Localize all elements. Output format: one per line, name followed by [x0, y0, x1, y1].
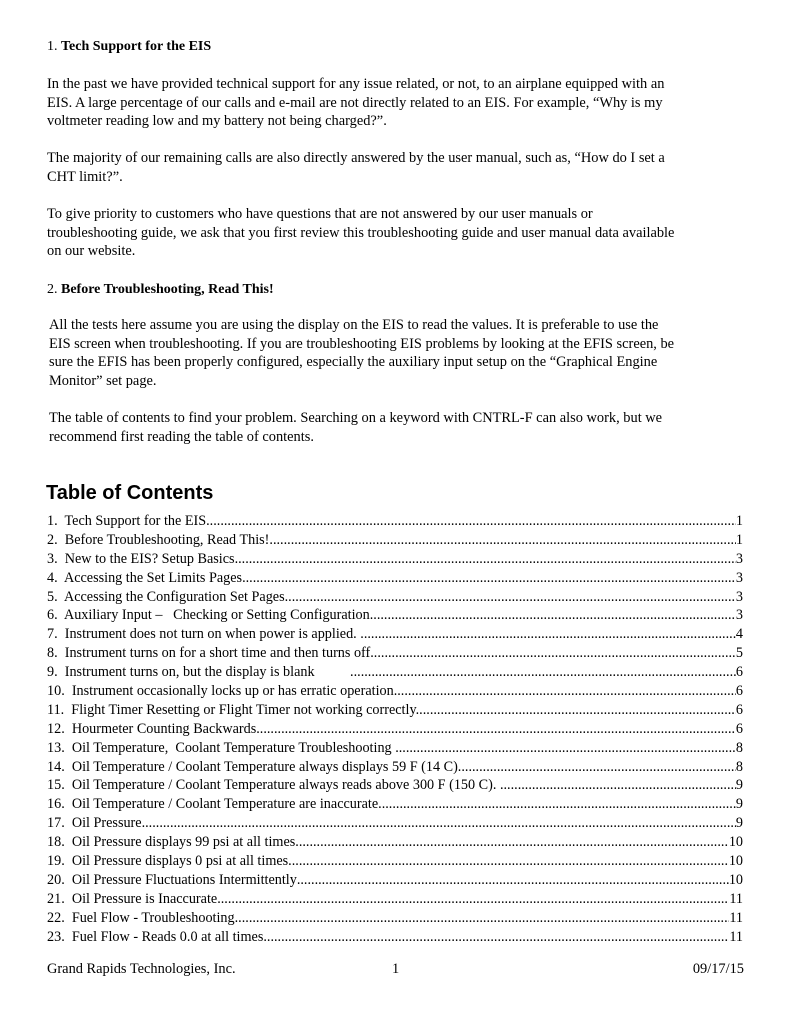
- section-1-heading: [47, 38, 211, 56]
- toc-dot-leader: [500, 776, 736, 795]
- toc-entry-title: 2. Before Troubleshooting, Read This!: [47, 531, 270, 548]
- toc-entry[interactable]: [47, 720, 743, 739]
- toc-dot-leader: [242, 569, 736, 588]
- section-2-number: 2.: [47, 282, 58, 297]
- text-line: Monitor” set page.: [49, 373, 157, 390]
- toc-entry[interactable]: [47, 550, 743, 569]
- text-line: EIS screen when troubleshooting. If you are troubleshooting EIS problems by looking at the EFIS screen, be: [49, 335, 675, 352]
- footer-company: Grand Rapids Technologies, Inc.: [47, 961, 236, 977]
- toc-entry-page: 11: [729, 928, 743, 945]
- toc-dot-leader: [395, 739, 736, 758]
- toc-entry-page: 10: [728, 853, 743, 870]
- toc-entry[interactable]: [47, 682, 743, 701]
- toc-entry-title: 1. Tech Support for the EIS: [47, 513, 207, 529]
- toc-entry-title: 12. Hourmeter Counting Backwards: [47, 720, 257, 737]
- section-2-heading: [47, 281, 274, 299]
- toc-entry-title: 21. Oil Pressure is Inaccurate: [47, 890, 218, 907]
- toc-dot-leader: [285, 588, 736, 607]
- toc-entry-page: 6: [735, 720, 743, 737]
- text-line: CHT limit?”.: [47, 168, 123, 185]
- toc-entry[interactable]: [47, 871, 743, 890]
- toc-entry[interactable]: [47, 569, 743, 588]
- text-line: In the past we have provided technical support for any issue related, or not, to an airplane equipped with an: [47, 76, 665, 92]
- toc-dot-leader: [235, 909, 730, 928]
- toc-dot-leader: [256, 720, 736, 739]
- toc-entry-title: 22. Fuel Flow - Troubleshooting: [47, 909, 235, 926]
- toc-entry-title: 15. Oil Temperature / Coolant Temperature always reads above 300 F (150 C).: [47, 777, 500, 794]
- section-2-paragraph-2: [49, 409, 749, 446]
- toc-entry-page: 6: [735, 664, 743, 681]
- toc-entry[interactable]: [47, 909, 743, 928]
- toc-entry-page: 3: [735, 550, 743, 567]
- text-line: recommend first reading the table of contents.: [49, 428, 314, 445]
- section-1-paragraph-2: [47, 149, 747, 186]
- toc-dot-leader: [461, 758, 736, 777]
- toc-entry-page: 5: [735, 645, 743, 662]
- toc-entry[interactable]: [47, 625, 743, 644]
- toc-entry-title: 6. Auxiliary Input – Checking or Setting Configuration: [47, 607, 370, 624]
- toc-entry[interactable]: [47, 852, 743, 871]
- toc-entry[interactable]: [47, 890, 743, 909]
- toc-entry-page: 6: [735, 683, 743, 700]
- toc-entry[interactable]: [47, 758, 743, 777]
- toc-entry[interactable]: [47, 588, 743, 607]
- toc-entry-page: 9: [735, 777, 743, 794]
- toc-entry-page: 4: [735, 626, 743, 643]
- toc-entry[interactable]: [47, 644, 743, 663]
- text-line: The table of contents to find your problem. Searching on a keyword with CNTRL-F can also work, but we: [49, 410, 663, 426]
- toc-dot-leader: [360, 625, 736, 644]
- toc-entry[interactable]: [47, 776, 743, 795]
- section-2-paragraph-1: [49, 316, 749, 391]
- toc-entry-page: 3: [735, 607, 743, 624]
- toc-dot-leader: [288, 852, 729, 871]
- toc-entry-page: 1: [735, 513, 743, 529]
- toc-dot-leader: [206, 512, 736, 531]
- toc-entry[interactable]: [47, 512, 743, 531]
- toc-entry-title: 16. Oil Temperature / Coolant Temperature are inaccurate.: [47, 796, 382, 813]
- toc-entry[interactable]: [47, 531, 743, 550]
- toc-entry-page: 9: [735, 815, 743, 832]
- toc-entry-title: 3. New to the EIS? Setup Basics: [47, 550, 235, 567]
- toc-dot-leader: [269, 531, 736, 550]
- toc-dot-leader: [370, 606, 736, 625]
- toc-entry-title: 18. Oil Pressure displays 99 psi at all times: [47, 834, 296, 851]
- section-1-number: 1.: [47, 39, 58, 54]
- toc-dot-leader: [142, 814, 736, 833]
- toc-entry-page: 6: [735, 701, 743, 718]
- toc-entry-page: 3: [735, 569, 743, 586]
- toc-dot-leader: [267, 928, 729, 947]
- toc-dot-leader: [235, 550, 736, 569]
- toc-dot-leader: [350, 663, 736, 682]
- toc-dot-leader: [419, 701, 736, 720]
- toc-entry-page: 3: [735, 588, 743, 605]
- toc-entry-title: 23. Fuel Flow - Reads 0.0 at all times.: [47, 928, 267, 945]
- footer-page-number: 1: [392, 961, 400, 977]
- toc-entry-title: 8. Instrument turns on for a short time and then turns off.: [47, 645, 374, 662]
- section-2-title: Before Troubleshooting, Read This!: [61, 282, 274, 297]
- toc-entry-title: 19. Oil Pressure displays 0 psi at all times: [47, 853, 289, 870]
- toc-entry[interactable]: [47, 663, 743, 682]
- toc-entry-page: 11: [729, 890, 743, 907]
- toc-entry-page: 10: [728, 834, 743, 851]
- text-line: voltmeter reading low and my battery not being charged?”.: [47, 113, 387, 130]
- toc-entry-title: 9. Instrument turns on, but the display is blank: [47, 664, 351, 681]
- toc-dot-leader: [394, 682, 736, 701]
- toc-entry-title: 20. Oil Pressure Fluctuations Intermittently: [47, 871, 297, 888]
- toc-title: Table of Contents: [46, 482, 214, 504]
- toc-entry-page: 8: [735, 758, 743, 775]
- toc-entry-title: 10. Instrument occasionally locks up or has erratic operation: [47, 683, 394, 700]
- footer-date: 09/17/15: [692, 961, 744, 977]
- toc-entry[interactable]: [47, 701, 743, 720]
- section-1-title: Tech Support for the EIS: [61, 39, 212, 54]
- toc-entry[interactable]: [47, 814, 743, 833]
- section-1-paragraph-1: [47, 75, 747, 131]
- text-line: EIS. A large percentage of our calls and e-mail are not directly related to an EIS. For example, “Why is my: [47, 94, 663, 111]
- toc-entry-page: 1: [735, 531, 743, 548]
- toc-entry-title: 11. Flight Timer Resetting or Flight Timer not working correctly.: [47, 701, 420, 718]
- text-line: To give priority to customers who have questions that are not answered by our user manuals or: [47, 206, 593, 222]
- text-line: All the tests here assume you are using the display on the EIS to read the values. It is preferable to use the: [49, 317, 659, 333]
- toc-dot-leader: [217, 890, 729, 909]
- text-line: sure the EFIS has been properly configured, especially the auxiliary input setup on the “Graphical Engine: [49, 354, 658, 371]
- section-1-paragraph-3: [47, 205, 747, 261]
- toc-entry-title: 4. Accessing the Set Limits Pages: [47, 569, 243, 586]
- toc-entry[interactable]: [47, 739, 743, 758]
- toc-entry-title: 17. Oil Pressure: [47, 815, 142, 832]
- toc-dot-leader: [297, 871, 729, 890]
- toc-list: [47, 512, 743, 946]
- toc-entry-title: 5. Accessing the Configuration Set Pages: [47, 588, 285, 605]
- text-line: on our website.: [47, 243, 136, 260]
- toc-entry-page: 9: [735, 796, 743, 813]
- toc-dot-leader: [382, 795, 736, 814]
- toc-entry-title: 13. Oil Temperature, Coolant Temperature Troubleshooting: [47, 739, 396, 756]
- toc-entry-title: 14. Oil Temperature / Coolant Temperature always displays 59 F (14 C).: [47, 758, 462, 775]
- toc-dot-leader: [295, 833, 729, 852]
- toc-entry[interactable]: [47, 928, 743, 947]
- toc-dot-leader: [374, 644, 736, 663]
- toc-entry[interactable]: [47, 606, 743, 625]
- toc-entry-page: 10: [728, 871, 743, 888]
- toc-entry-title: 7. Instrument does not turn on when power is applied.: [47, 626, 361, 643]
- text-line: The majority of our remaining calls are also directly answered by the user manual, such as, “How do I set a: [47, 150, 665, 166]
- toc-entry-page: 8: [735, 739, 743, 756]
- text-line: troubleshooting guide, we ask that you first review this troubleshooting guide and user manual data available: [47, 224, 675, 241]
- toc-entry[interactable]: [47, 795, 743, 814]
- toc-entry-page: 11: [729, 909, 743, 926]
- toc-entry[interactable]: [47, 833, 743, 852]
